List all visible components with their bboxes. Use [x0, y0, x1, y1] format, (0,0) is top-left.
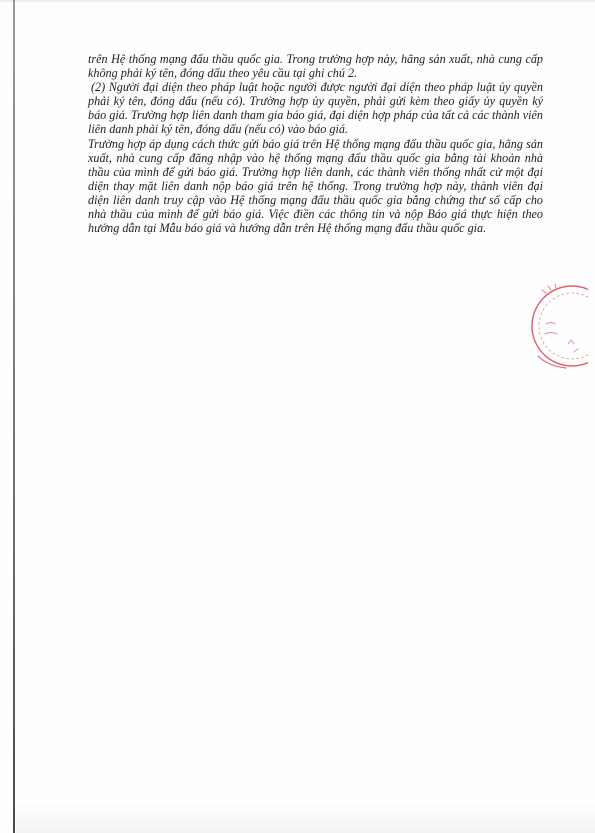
paragraph-note-2: (2) Người đại diện theo pháp luật hoặc người được người đại diện theo pháp luật ủy quyền phải ký tên, đóng dấu (nếu có). Trường hợp ủy quyền, phải gửi kèm theo giấy ủy quyền ký báo giá. Trường hợp liên danh tham gia báo giá, đại diện hợp pháp của tất cả các thành viên liên danh phải ký tên, đóng dấu (nếu có) vào báo giá. — [88, 80, 543, 137]
document-body — [88, 52, 543, 235]
paragraph-continuation: trên Hệ thống mạng đấu thầu quốc gia. Trong trường hợp này, hãng sản xuất, nhà cung cấp không phải ký tên, đóng dấu theo yêu cầu tại ghi chú 2. — [88, 52, 543, 81]
paragraph-online-submission: Trường hợp áp dụng cách thức gửi báo giá trên Hệ thống mạng đấu thầu quốc gia, hãng sản xuất, nhà cung cấp đăng nhập vào hệ thống mạng đấu thầu quốc gia bằng tài khoản nhà thầu của mình để gửi báo giá. Trường hợp liên danh, các thành viên thống nhất cử một đại diện thay mặt liên danh nộp báo giá trên hệ thống. Trong trường hợp này, thành viên đại diện liên danh truy cập vào Hệ thống mạng đấu thầu quốc gia bằng chứng thư số cấp cho nhà thầu của mình để gửi báo giá. Việc điền các thông tin và nộp Báo giá thực hiện theo hướng dẫn tại Mẫu báo giá và hướng dẫn trên Hệ thống mạng đấu thầu quốc gia. — [88, 136, 543, 236]
page-top-edge — [0, 0, 595, 2]
scan-bottom-shadow — [16, 800, 595, 833]
scan-left-edge — [13, 0, 15, 833]
red-seal-stamp — [528, 282, 588, 372]
